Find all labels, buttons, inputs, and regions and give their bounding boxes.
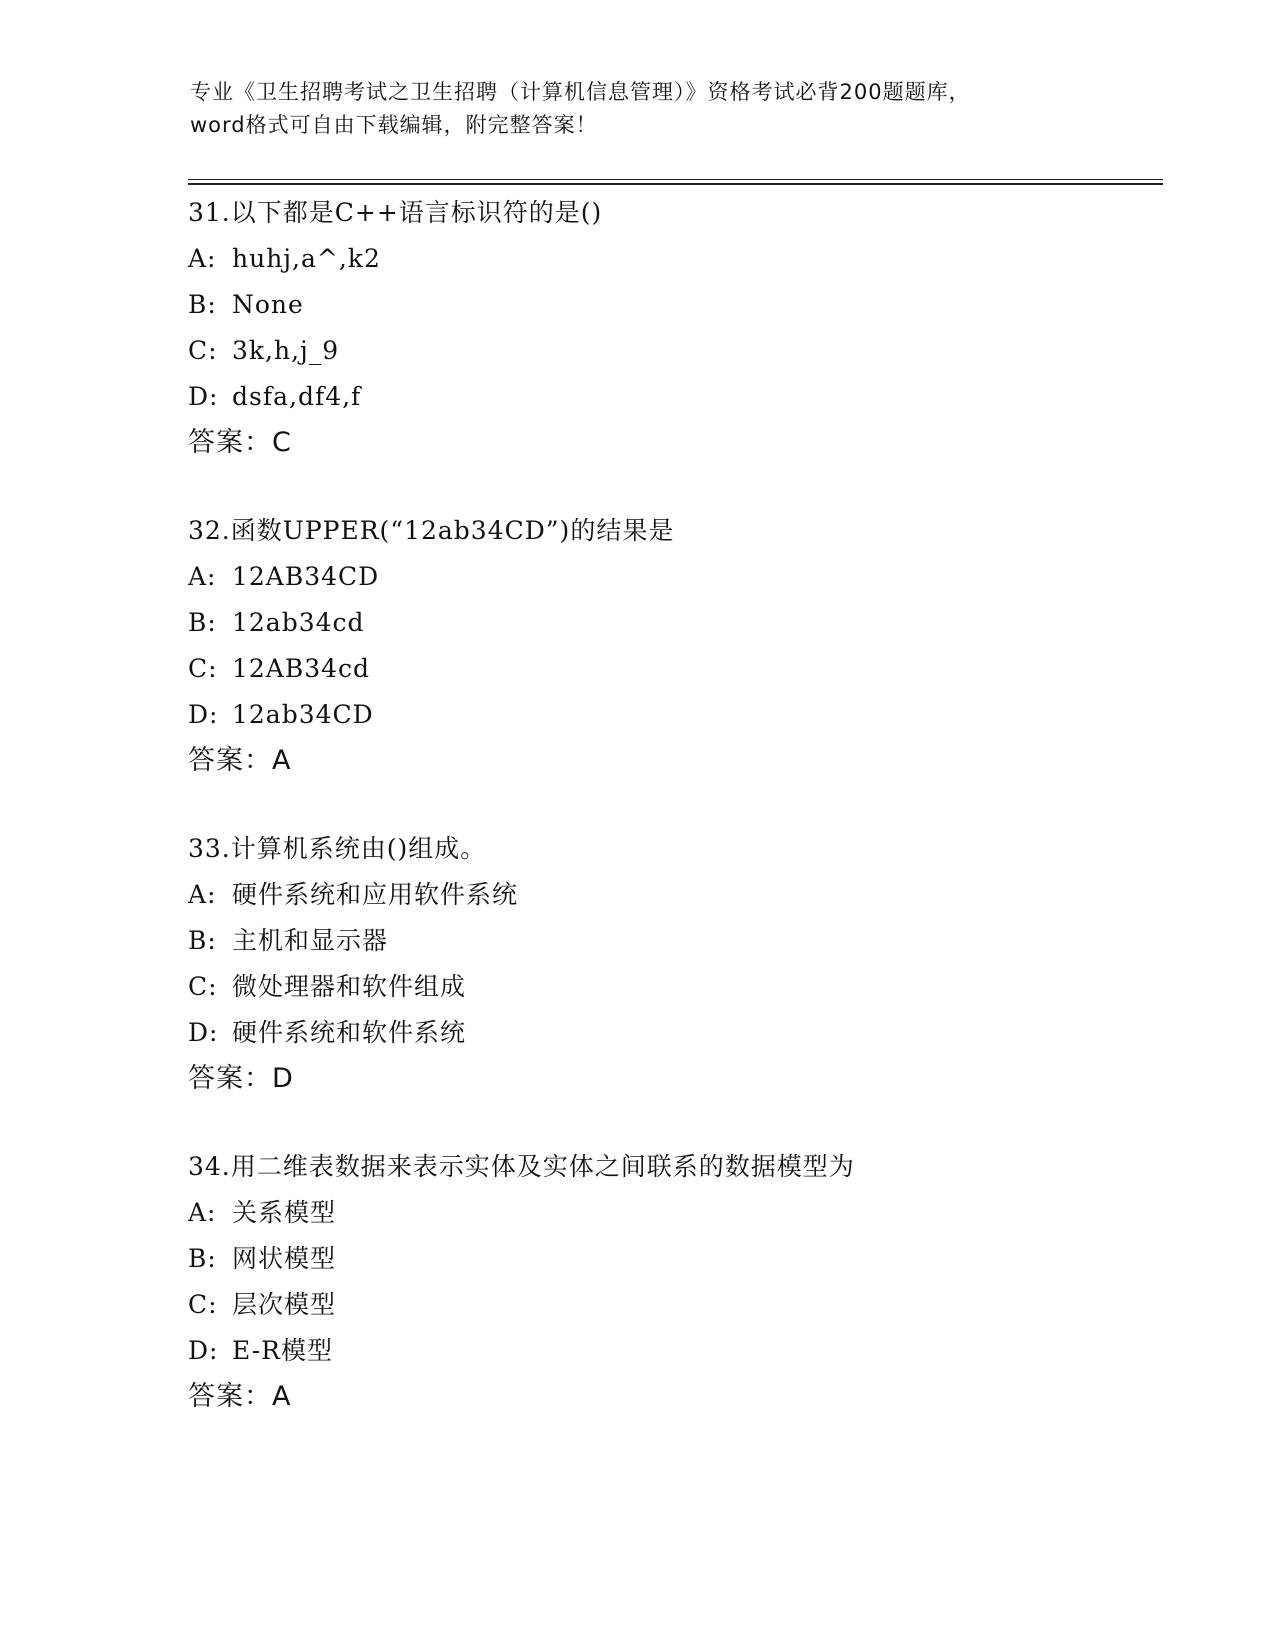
option-letter: D:	[188, 700, 219, 729]
option-text: 硬件系统和应用软件系统	[232, 880, 519, 909]
option-letter: D:	[188, 382, 219, 411]
answer-key: 答案：A	[188, 745, 292, 776]
option-text: 3k,h,j_9	[232, 336, 340, 365]
option-letter: B:	[188, 1244, 217, 1273]
question-32	[188, 508, 1148, 784]
option-letter: A:	[188, 880, 217, 909]
option-c	[188, 964, 1148, 1010]
option-a	[188, 1190, 1148, 1236]
question-stem: 33.计算机系统由()组成。	[188, 834, 487, 863]
option-letter: A:	[188, 562, 217, 591]
option-letter: C:	[188, 654, 218, 683]
header-divider-thin	[188, 179, 1163, 180]
option-text: 硬件系统和软件系统	[232, 1018, 467, 1047]
question-34	[188, 1144, 1148, 1420]
option-text: 网状模型	[232, 1244, 337, 1273]
option-text: 12ab34CD	[232, 700, 374, 729]
document-header	[190, 76, 1090, 142]
option-text: None	[232, 290, 304, 319]
option-letter: B:	[188, 608, 217, 637]
answer-key: 答案：A	[188, 1381, 292, 1412]
option-d	[188, 692, 1148, 738]
option-d	[188, 1010, 1148, 1056]
option-b	[188, 600, 1148, 646]
option-letter: C:	[188, 336, 218, 365]
option-d	[188, 1328, 1148, 1374]
option-a	[188, 236, 1148, 282]
answer-key: 答案：C	[188, 427, 292, 458]
option-a	[188, 872, 1148, 918]
option-text: dsfa,df4,f	[232, 382, 362, 411]
option-d	[188, 374, 1148, 420]
option-text: 12AB34CD	[232, 562, 380, 591]
option-text: 12AB34cd	[232, 654, 371, 683]
option-b	[188, 918, 1148, 964]
header-divider-thick	[188, 183, 1163, 185]
option-letter: B:	[188, 926, 217, 955]
option-b	[188, 282, 1148, 328]
option-b	[188, 1236, 1148, 1282]
option-letter: A:	[188, 244, 217, 273]
option-text: 12ab34cd	[232, 608, 365, 637]
option-text: 主机和显示器	[232, 926, 389, 955]
option-letter: C:	[188, 1290, 218, 1319]
option-letter: D:	[188, 1336, 219, 1365]
question-31	[188, 190, 1148, 466]
option-c	[188, 646, 1148, 692]
question-stem: 31.以下都是C++语言标识符的是()	[188, 198, 603, 227]
answer-key: 答案：D	[188, 1063, 294, 1094]
option-text: huhj,a^,k2	[232, 244, 381, 273]
question-stem: 34.用二维表数据来表示实体及实体之间联系的数据模型为	[188, 1152, 855, 1181]
question-33	[188, 826, 1148, 1102]
option-letter: D:	[188, 1018, 219, 1047]
option-text: 关系模型	[232, 1198, 337, 1227]
option-text: 层次模型	[232, 1290, 337, 1319]
option-letter: C:	[188, 972, 218, 1001]
option-text: E-R模型	[232, 1336, 333, 1365]
header-line-2: word格式可自由下载编辑，附完整答案！	[190, 113, 598, 137]
option-c	[188, 328, 1148, 374]
option-c	[188, 1282, 1148, 1328]
option-letter: A:	[188, 1198, 217, 1227]
option-letter: B:	[188, 290, 217, 319]
header-line-1: 专业《卫生招聘考试之卫生招聘（计算机信息管理）》资格考试必背200题题库，	[190, 80, 971, 104]
question-stem: 32.函数UPPER(“12ab34CD”)的结果是	[188, 516, 675, 545]
option-text: 微处理器和软件组成	[232, 972, 467, 1001]
option-a	[188, 554, 1148, 600]
